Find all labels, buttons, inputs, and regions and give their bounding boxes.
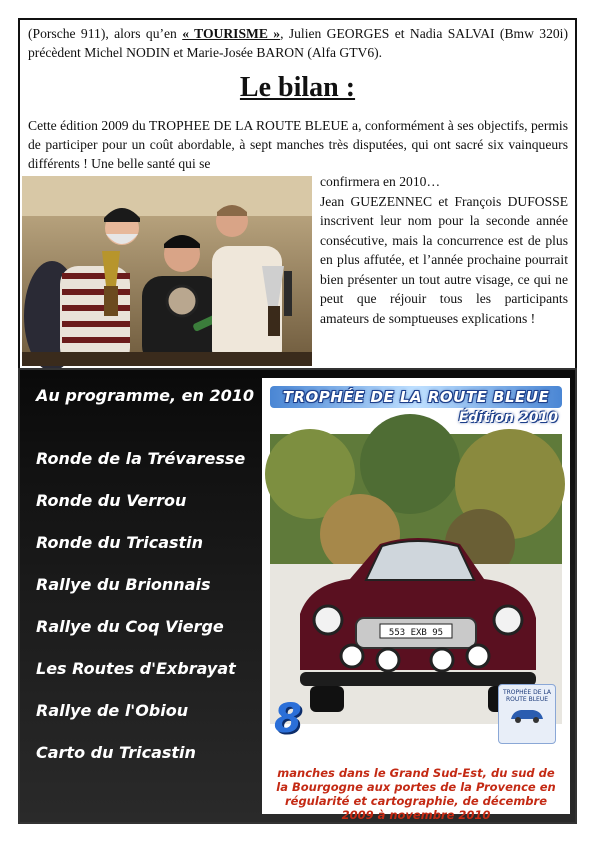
events-list bbox=[36, 448, 245, 784]
event-item: Ronde de la Trévaresse bbox=[36, 449, 246, 468]
page bbox=[18, 18, 577, 824]
logo-car-icon bbox=[507, 703, 547, 725]
intro-paragraph bbox=[28, 24, 568, 62]
car-image bbox=[270, 434, 562, 724]
tourisme-label: « TOURISME » bbox=[182, 26, 281, 41]
bilan-heading bbox=[20, 72, 575, 104]
program-panel bbox=[18, 368, 577, 824]
winners-paragraph-body: Jean GUEZENNEC et François DUFOSSE inscrivent leur nom pour la seconde année consécutive, mais la concurrence est de plus en plus affutée, et l’année prochaine pourrait bien présenter un tout autre visage, ce qui ne peut que réjouir tous les participants amateurs de somptueuses explications ! bbox=[320, 193, 568, 326]
event-item: Carto du Tricastin bbox=[36, 743, 196, 762]
event-item: Ronde du Tricastin bbox=[36, 533, 204, 552]
winners-paragraph-line1: confirmera en 2010… bbox=[320, 174, 441, 189]
poster bbox=[262, 378, 570, 822]
poster-title: TROPHÉE DE LA ROUTE BLEUE bbox=[270, 386, 562, 408]
event-item: Les Routes d'Exbrayat bbox=[36, 659, 236, 678]
intro-text-post: , Julien GEORGES et Nadia SALVAI (Bmw 320i) précèdent Michel NODIN et Marie-Josée BARON (Alfa GTV6). bbox=[28, 26, 568, 60]
intro-text-pre: (Porsche 911), alors qu’en bbox=[28, 26, 183, 41]
poster-caption: manches dans le Grand Sud-Est, du sud de la Bourgogne aux portes de la Provence en régularité et cartographie, de décembre 2009 à novembre 2010 bbox=[276, 766, 556, 822]
article-box bbox=[18, 18, 577, 370]
event-item: Rallye de l'Obiou bbox=[36, 701, 189, 720]
poster-edition: Édition 2010 bbox=[458, 410, 558, 426]
rounds-count: 8 bbox=[274, 696, 302, 742]
trophy-logo-text: TROPHÉE DE LA ROUTE BLEUE bbox=[502, 689, 552, 703]
trophy-logo bbox=[498, 684, 556, 744]
poster-car-illustration bbox=[270, 434, 562, 724]
program-title: Au programme, en 2010 bbox=[36, 386, 255, 405]
winners-photo-image bbox=[22, 176, 312, 366]
event-item: Ronde du Verrou bbox=[36, 491, 187, 510]
winners-photo bbox=[22, 176, 312, 366]
winners-paragraph bbox=[320, 172, 568, 328]
event-item: Rallye du Coq Vierge bbox=[36, 617, 224, 636]
license-plate: 553 EXB 95 bbox=[388, 628, 444, 638]
event-item: Rallye du Brionnais bbox=[36, 575, 211, 594]
bilan-heading-text: Le bilan : bbox=[239, 72, 356, 103]
summary-paragraph: Cette édition 2009 du TROPHEE DE LA ROUTE BLEUE a, conformément à ses objectifs, permis de participer pour un coût abordable, à sept manches très disputées, qui ont sacré six vainqueurs différents ! Une belle santé qui se bbox=[28, 118, 568, 171]
